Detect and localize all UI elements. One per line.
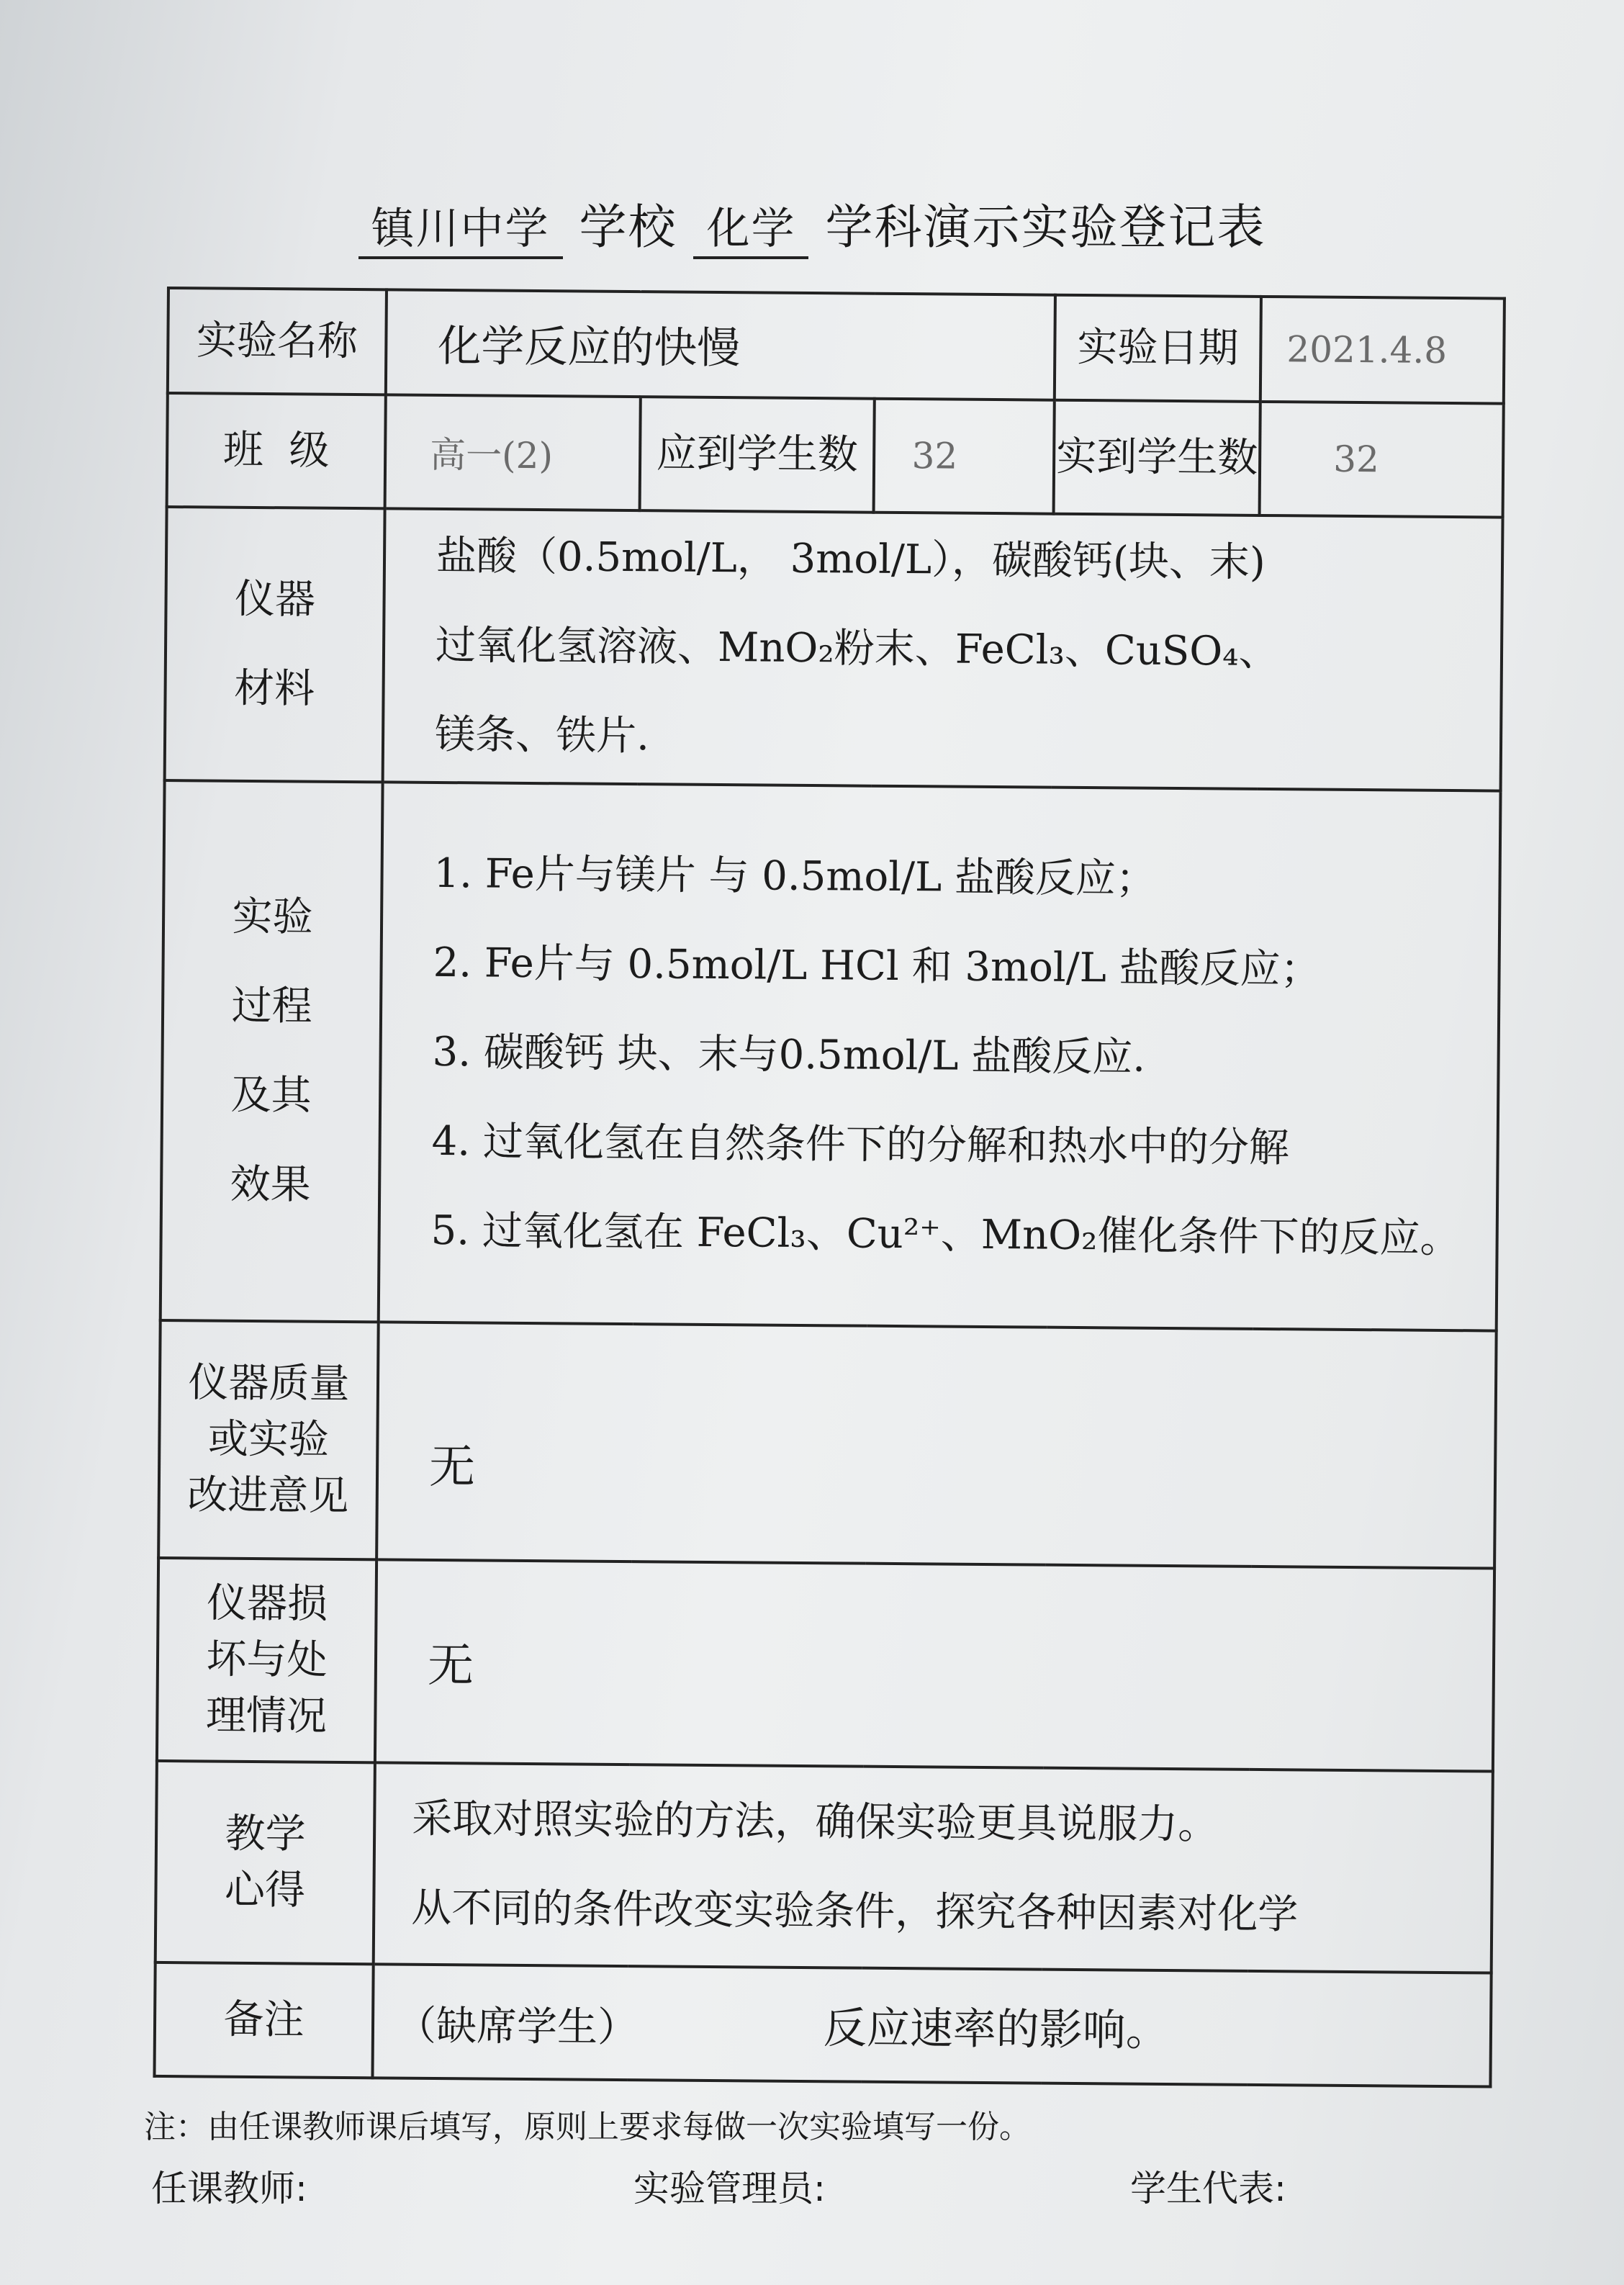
row-teaching (155, 1761, 1493, 1973)
damage-label-line: 理情况 (205, 1692, 328, 1740)
remarks-absent-label: （缺席学生） (395, 2002, 639, 2052)
materials-label-line: 材料 (233, 664, 315, 713)
remarks-continuation: 反应速率的影响。 (823, 2003, 1170, 2057)
teaching-label-line: 教学 (225, 1810, 306, 1858)
quality-label-line: 或实验 (207, 1415, 330, 1464)
footnote: 注：由任课教师课后填写，原则上要求每做一次实验填写一份。 (144, 2109, 1031, 2145)
experiment-name-label: 实验名称 (168, 288, 387, 395)
subject-field (693, 194, 808, 259)
school-name-field (358, 194, 563, 259)
materials-label-line: 仪器 (234, 575, 316, 623)
process-label-line: 实验 (232, 893, 313, 941)
damage-label (157, 1558, 376, 1762)
materials-label (165, 507, 385, 782)
quality-label-line: 仪器质量 (188, 1359, 350, 1408)
process-step: 5. 过氧化氢在 FeCl₃、Cu²⁺、MnO₂催化条件下的反应。 (430, 1207, 1461, 1263)
teacher-signature-label: 任课教师: (151, 2168, 307, 2209)
teaching-value (374, 1762, 1493, 1973)
row-quality (158, 1320, 1497, 1569)
materials-value (383, 508, 1503, 790)
quality-value: 无 (376, 1322, 1497, 1568)
materials-line: 过氧化氢溶液、MnO₂粉末、FeCl₃、CuSO₄、 (435, 621, 1279, 676)
expected-students-label: 应到学生数 (639, 397, 875, 513)
process-label-line: 效果 (230, 1160, 311, 1209)
process-step: 2. Fe片与 0.5mol/L HCl 和 3mol/L 盐酸反应； (433, 939, 1321, 993)
school-suffix: 学校 (579, 199, 677, 255)
teaching-label (155, 1761, 375, 1964)
remarks-label: 备注 (154, 1962, 373, 2078)
damage-value: 无 (375, 1559, 1494, 1771)
experiment-name-value: 化学反应的快慢 (386, 289, 1055, 400)
teaching-label-line: 心得 (224, 1866, 306, 1914)
materials-line: 镁条、铁片. (434, 711, 650, 760)
school-name: 镇川中学 (371, 204, 550, 254)
row-materials (165, 507, 1503, 791)
page-title (0, 189, 1624, 259)
student-rep-signature-label: 学生代表: (1130, 2168, 1286, 2209)
quality-label (158, 1320, 379, 1559)
process-label (161, 780, 383, 1322)
subject-suffix: 学科演示实验登记表 (825, 199, 1266, 255)
subject-name: 化学 (706, 204, 796, 254)
actual-students-label: 实到学生数 (1054, 400, 1260, 515)
actual-students-value: 32 (1260, 402, 1504, 518)
date-label: 实验日期 (1055, 295, 1261, 402)
process-label-line: 及其 (230, 1071, 312, 1119)
process-step: 4. 过氧化氢在自然条件下的分解和热水中的分解 (431, 1117, 1290, 1172)
process-label-line: 过程 (231, 982, 312, 1030)
row-damage (157, 1558, 1494, 1772)
damage-label-line: 坏与处 (206, 1636, 328, 1684)
process-step: 3. 碳酸钙 块、末与0.5mol/L 盐酸反应. (432, 1028, 1146, 1081)
class-value: 高一(2) (385, 395, 641, 510)
teaching-line: 从不同的条件改变实验条件，探究各种因素对化学 (411, 1884, 1299, 1939)
class-label: 班 级 (167, 393, 386, 508)
quality-label-line: 改进意见 (187, 1471, 349, 1520)
row-class (167, 393, 1504, 518)
expected-students-value: 32 (874, 399, 1055, 514)
row-process (161, 780, 1501, 1331)
materials-line: 盐酸（0.5mol/L， 3mol/L），碳酸钙(块、末) (436, 532, 1266, 586)
damage-label-line: 仪器损 (206, 1579, 328, 1628)
process-value (379, 782, 1501, 1330)
process-step: 1. Fe片与镁片 与 0.5mol/L 盐酸反应； (433, 849, 1157, 903)
registration-table (153, 287, 1505, 2088)
teaching-line: 采取对照实验的方法，确保实验更具说服力。 (412, 1795, 1219, 1849)
row-experiment-name (168, 288, 1505, 404)
remarks-value (372, 1964, 1491, 2086)
date-value: 2021.4.8 (1260, 297, 1505, 404)
manager-signature-label: 实验管理员: (633, 2168, 826, 2209)
row-remarks (154, 1962, 1491, 2087)
